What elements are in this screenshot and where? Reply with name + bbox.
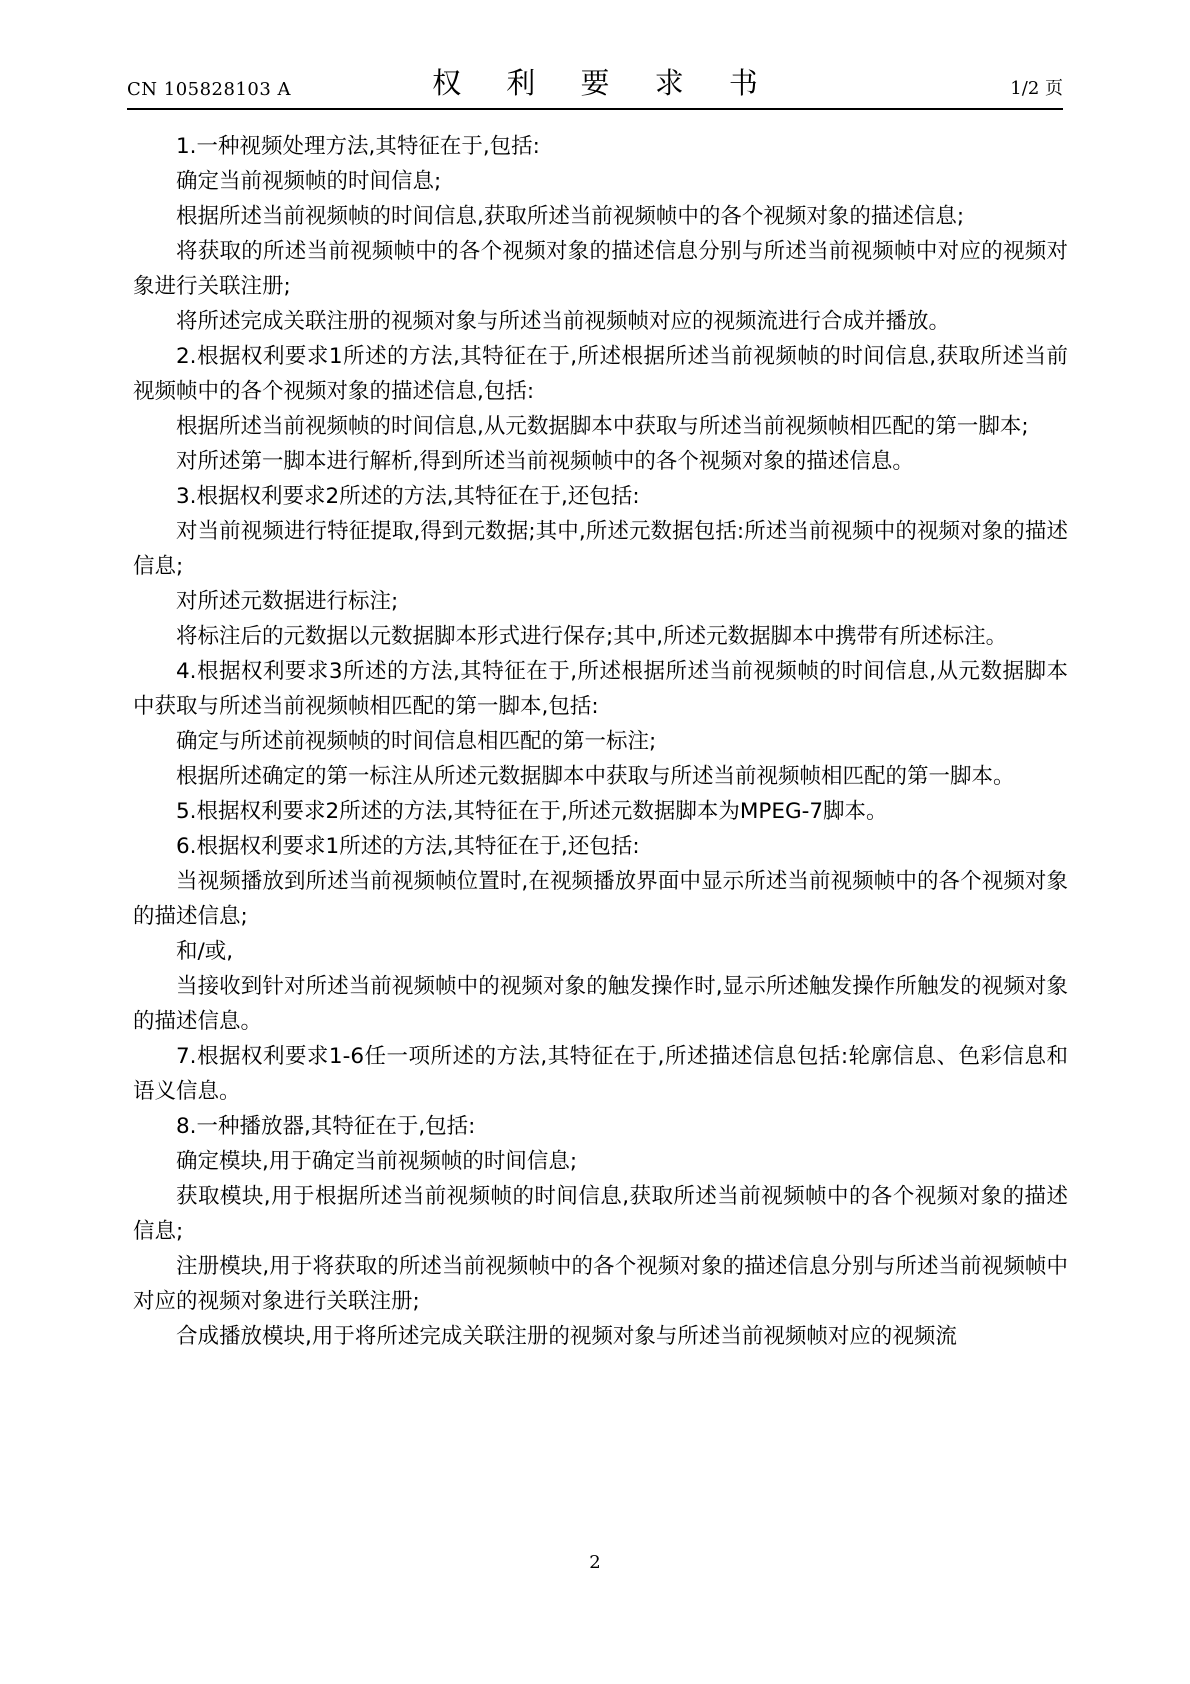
claim-paragraph: 6.根据权利要求1所述的方法,其特征在于,还包括:: [176, 834, 640, 859]
claim-paragraph: 对所述第一脚本进行解析,得到所述当前视频帧中的各个视频对象的描述信息。: [176, 449, 914, 474]
page-indicator: 1/2 页: [1010, 78, 1063, 99]
page-number: 2: [589, 1552, 601, 1573]
claim-paragraph: 2.根据权利要求1所述的方法,其特征在于,所述根据所述当前视频帧的时间信息,获取所述当前视频帧中的各个视频对象的描述信息,包括:: [133, 344, 1068, 404]
claim-paragraph: 确定与所述前视频帧的时间信息相匹配的第一标注;: [176, 729, 657, 754]
page-header: [127, 64, 1063, 110]
document-title: 权 利 要 求 书: [432, 66, 776, 100]
claims-body: [133, 129, 1068, 1354]
claim-paragraph: 对所述元数据进行标注;: [176, 589, 399, 614]
claim-paragraph: 根据所述确定的第一标注从所述元数据脚本中获取与所述当前视频帧相匹配的第一脚本。: [176, 764, 1015, 789]
claim-paragraph: 4.根据权利要求3所述的方法,其特征在于,所述根据所述当前视频帧的时间信息,从元数据脚本中获取与所述当前视频帧相匹配的第一脚本,包括:: [133, 659, 1068, 719]
claim-paragraph: 根据所述当前视频帧的时间信息,获取所述当前视频帧中的各个视频对象的描述信息;: [176, 204, 965, 229]
claim-paragraph: 将标注后的元数据以元数据脚本形式进行保存;其中,所述元数据脚本中携带有所述标注。: [176, 624, 1008, 649]
claim-paragraph: 3.根据权利要求2所述的方法,其特征在于,还包括:: [176, 484, 640, 509]
claim-paragraph: 将获取的所述当前视频帧中的各个视频对象的描述信息分别与所述当前视频帧中对应的视频对象进行关联注册;: [133, 239, 1068, 299]
claim-paragraph: 确定模块,用于确定当前视频帧的时间信息;: [176, 1149, 578, 1174]
claim-paragraph: 8.一种播放器,其特征在于,包括:: [176, 1114, 476, 1139]
claim-paragraph: 根据所述当前视频帧的时间信息,从元数据脚本中获取与所述当前视频帧相匹配的第一脚本;: [176, 414, 1029, 439]
claim-paragraph: 将所述完成关联注册的视频对象与所述当前视频帧对应的视频流进行合成并播放。: [176, 309, 951, 334]
claim-paragraph: 7.根据权利要求1-6任一项所述的方法,其特征在于,所述描述信息包括:轮廓信息、色彩信息和语义信息。: [133, 1044, 1068, 1104]
claim-paragraph: 当接收到针对所述当前视频帧中的视频对象的触发操作时,显示所述触发操作所触发的视频对象的描述信息。: [133, 974, 1068, 1034]
claim-paragraph: 对当前视频进行特征提取,得到元数据;其中,所述元数据包括:所述当前视频中的视频对象的描述信息;: [133, 519, 1068, 579]
claim-paragraph: 合成播放模块,用于将所述完成关联注册的视频对象与所述当前视频帧对应的视频流: [176, 1324, 957, 1349]
claim-paragraph: 和/或,: [176, 939, 234, 964]
claim-paragraph: 获取模块,用于根据所述当前视频帧的时间信息,获取所述当前视频帧中的各个视频对象的描述信息;: [133, 1184, 1068, 1244]
claim-paragraph: 当视频播放到所述当前视频帧位置时,在视频播放界面中显示所述当前视频帧中的各个视频对象的描述信息;: [133, 869, 1068, 929]
claim-paragraph: 确定当前视频帧的时间信息;: [176, 169, 442, 194]
patent-number: CN 105828103 A: [127, 79, 292, 100]
claim-paragraph: 5.根据权利要求2所述的方法,其特征在于,所述元数据脚本为MPEG-7脚本。: [176, 799, 888, 824]
claim-paragraph: 1.一种视频处理方法,其特征在于,包括:: [176, 134, 540, 159]
claim-paragraph: 注册模块,用于将获取的所述当前视频帧中的各个视频对象的描述信息分别与所述当前视频帧中对应的视频对象进行关联注册;: [133, 1254, 1068, 1314]
